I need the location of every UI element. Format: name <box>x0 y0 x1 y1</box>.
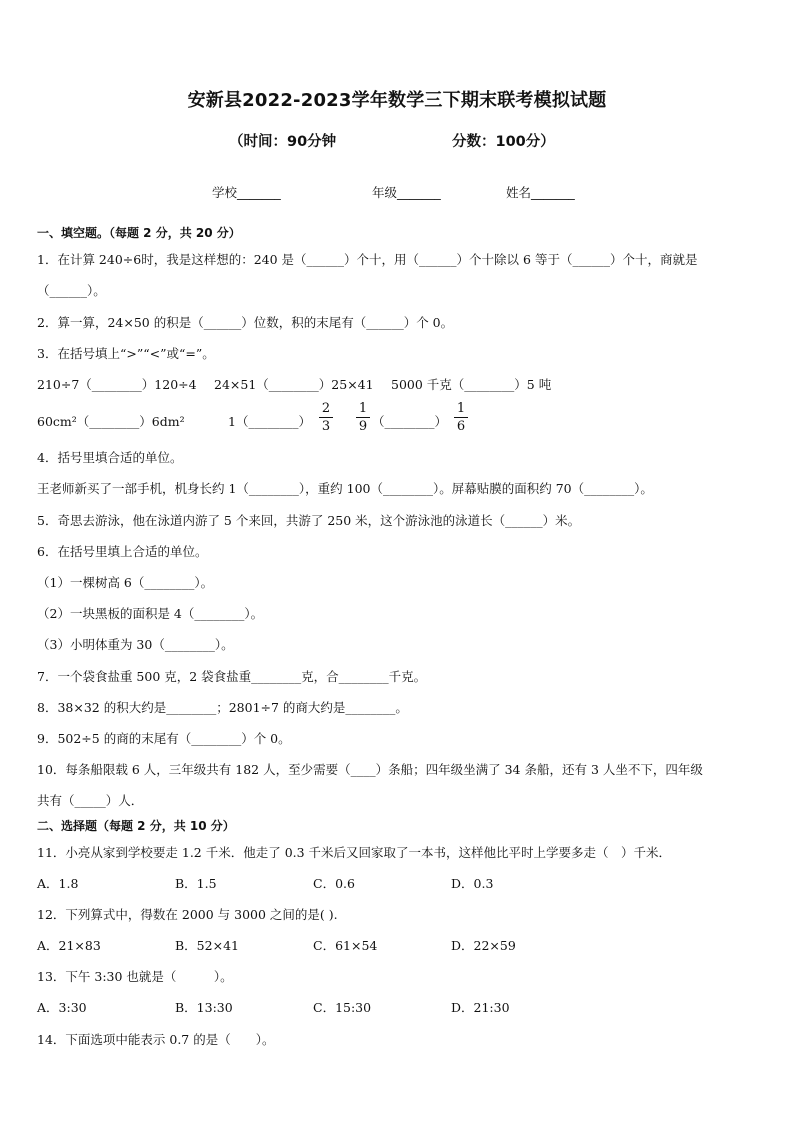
exam-time: （时间：90分钟 <box>229 134 337 150</box>
question-10-line2: 共有（_____）人． <box>37 793 144 808</box>
exam-score: 分数：100分） <box>452 134 555 150</box>
question-11-option-b: B．1.5 <box>175 876 217 891</box>
question-6: 6．在括号里填上合适的单位。 <box>37 544 208 559</box>
fraction-numerator: 1 <box>356 400 370 418</box>
question-1-line1: 1．在计算 240÷6时，我是这样想的：240 是（______）个十，用（______）个十除以 6 等于（______）个十，商就是 <box>37 252 698 267</box>
question-12-option-b: B．52×41 <box>175 938 239 953</box>
fraction-numerator: 2 <box>319 400 333 418</box>
question-6-item-3: （3）小明体重为 30（________）。 <box>37 637 234 652</box>
question-14: 14．下面选项中能表示 0.7 的是（ ）。 <box>37 1032 275 1047</box>
question-5: 5．奇思去游泳，他在泳道内游了 5 个来回，共游了 250 米，这个游泳池的泳道长（______）米。 <box>37 513 581 528</box>
question-3-item-2: 24×51（________）25×41 <box>214 377 374 392</box>
question-13-option-a: A．3:30 <box>37 1000 87 1015</box>
question-11-option-d: D．0.3 <box>451 876 494 891</box>
question-3-item-1: 210÷7（________）120÷4 <box>37 377 197 392</box>
question-3-item-3: 5000 千克（________）5 吨 <box>391 377 552 392</box>
school-field: 学校_______ <box>212 185 281 200</box>
question-13: 13．下午 3:30 也就是（ ）。 <box>37 969 233 984</box>
question-3-item-4: 60cm²（________）6dm² <box>37 414 185 429</box>
question-9: 9．502÷5 的商的末尾有（________）个 0。 <box>37 731 291 746</box>
fraction-1-9 <box>356 400 370 436</box>
name-field: 姓名_______ <box>506 185 575 200</box>
question-4: 4．括号里填合适的单位。 <box>37 450 183 465</box>
section1-heading: 一、填空题。（每题 2 分，共 20 分） <box>37 226 241 240</box>
question-11-option-a: A．1.8 <box>37 876 79 891</box>
question-3: 3．在括号填上“>”“<”或“=”。 <box>37 346 215 361</box>
question-13-option-b: B．13:30 <box>175 1000 233 1015</box>
question-4-body: 王老师新买了一部手机，机身长约 1（________），重约 100（________）。屏幕贴膜的面积约 70（________）。 <box>37 481 653 496</box>
question-12-option-c: C．61×54 <box>313 938 378 953</box>
question-3-item-5: 1（________） <box>228 414 311 429</box>
question-1-line2: （______）。 <box>37 283 106 298</box>
question-12: 12．下列算式中，得数在 2000 与 3000 之间的是( ). <box>37 907 338 922</box>
question-3-item-6: （________） <box>372 414 448 429</box>
question-2: 2．算一算，24×50 的积是（______）位数，积的末尾有（______）个 0。 <box>37 315 454 330</box>
question-12-option-a: A．21×83 <box>37 938 101 953</box>
section2-heading: 二、选择题（每题 2 分，共 10 分） <box>37 819 235 833</box>
question-11-option-c: C．0.6 <box>313 876 355 891</box>
fraction-1-6 <box>454 400 468 436</box>
exam-title: 安新县2022-2023学年数学三下期末联考模拟试题 <box>187 90 607 111</box>
question-11: 11．小亮从家到学校要走 1.2 千米．他走了 0.3 千米后又回家取了一本书，这样他比平时上学要多走（ ）千米． <box>37 845 672 860</box>
question-12-option-d: D．22×59 <box>451 938 516 953</box>
question-13-option-c: C．15:30 <box>313 1000 372 1015</box>
fraction-denominator: 3 <box>321 419 331 434</box>
question-8: 8．38×32 的积大约是________；2801÷7 的商大约是________。 <box>37 700 408 715</box>
fraction-numerator: 1 <box>454 400 468 418</box>
question-6-item-2: （2）一块黑板的面积是 4（________）。 <box>37 606 264 621</box>
question-6-item-1: （1）一棵树高 6（________）。 <box>37 575 214 590</box>
fraction-2-3 <box>319 400 333 436</box>
grade-field: 年级_______ <box>372 185 441 200</box>
fraction-denominator: 9 <box>358 419 368 434</box>
question-13-option-d: D．21:30 <box>451 1000 510 1015</box>
fraction-denominator: 6 <box>456 419 466 434</box>
question-7: 7．一个袋食盐重 500 克，2 袋食盐重________克，合________千克。 <box>37 669 427 684</box>
question-10-line1: 10．每条船限载 6 人，三年级共有 182 人，至少需要（____）条船；四年级坐满了 34 条船，还有 3 人坐不下，四年级 <box>37 762 703 777</box>
